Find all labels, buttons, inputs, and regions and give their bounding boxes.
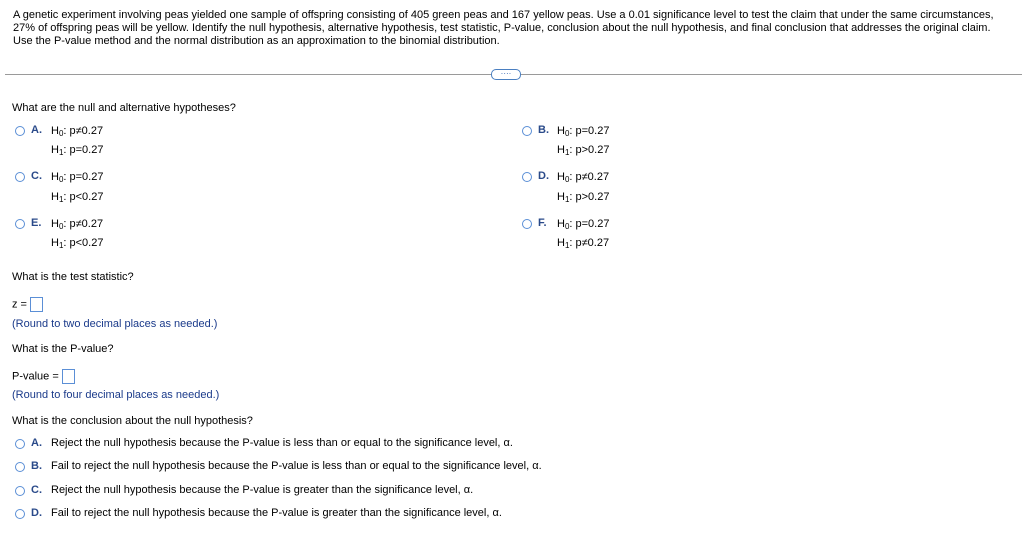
p-value-label: P-value =: [12, 370, 59, 383]
conclusion-option-b-radio[interactable]: [15, 462, 25, 472]
hypothesis-option-d-h1: $H_1$: p>0.27: [557, 191, 610, 204]
hypothesis-option-c-h0: $H_0$: p=0.27: [51, 171, 104, 184]
z-answer-input[interactable]: [30, 297, 43, 312]
conclusion-option-c-letter: C.: [31, 484, 42, 496]
conclusion-option-d-letter: D.: [31, 507, 42, 519]
test-statistic-question: What is the test statistic?: [12, 271, 134, 283]
hypothesis-option-f-letter: F.: [538, 217, 547, 229]
problem-statement: A genetic experiment involving peas yielded one sample of offspring consisting of 405 green peas and 167 yellow peas. Use a 0.01 significance level to test the claim that under the same circumstances, 27% of offspring peas will be yellow. Identify the null hypothesis, alternative hypothesis, test statistic, P-value, conclusion about the null hypothesis, and final conclusion that addresses the original claim. Use the P-value method and the normal distribution as an approximation to the binomial distribution.: [13, 9, 994, 47]
z-rounding-note: (Round to two decimal places as needed.): [12, 318, 218, 330]
hypothesis-option-a-h1: $H_1$: p=0.27: [51, 144, 104, 157]
hypothesis-option-f-h1: $H_1$: p≠0.27: [557, 237, 610, 250]
hypothesis-option-d-h0: $H_0$: p≠0.27: [557, 171, 610, 184]
hypothesis-option-a-radio[interactable]: [15, 126, 25, 136]
hypothesis-option-e-h0: $H_0$: p≠0.27: [51, 218, 104, 231]
hypothesis-option-c-letter: C.: [31, 170, 42, 182]
conclusion-option-c-radio[interactable]: [15, 486, 25, 496]
hypothesis-option-b-radio[interactable]: [522, 126, 532, 136]
conclusion-question: What is the conclusion about the null hypothesis?: [12, 415, 253, 427]
z-label: z =: [12, 298, 27, 311]
hypothesis-option-b-h0: $H_0$: p=0.27: [557, 125, 610, 138]
conclusion-option-a-radio[interactable]: [15, 439, 25, 449]
conclusion-option-d-text: Fail to reject the null hypothesis because the P-value is greater than the significance level, α.: [51, 507, 502, 519]
p-value-answer-input[interactable]: [62, 369, 75, 384]
hypothesis-option-c-radio[interactable]: [15, 172, 25, 182]
hypothesis-option-b-letter: B.: [538, 124, 549, 136]
p-value-rounding-note: (Round to four decimal places as needed.): [12, 389, 220, 401]
hypothesis-option-f-h0: $H_0$: p=0.27: [557, 218, 610, 231]
hypothesis-option-a-letter: A.: [31, 124, 42, 136]
hypothesis-option-a-h0: $H_0$: p≠0.27: [51, 125, 104, 138]
hypothesis-option-e-radio[interactable]: [15, 219, 25, 229]
hypothesis-option-d-radio[interactable]: [522, 172, 532, 182]
conclusion-option-a-letter: A.: [31, 437, 42, 449]
hypothesis-option-b-h1: $H_1$: p>0.27: [557, 144, 610, 157]
hypothesis-option-f-radio[interactable]: [522, 219, 532, 229]
p-value-row: [12, 369, 75, 384]
hypothesis-option-d-letter: D.: [538, 170, 549, 182]
test-statistic-row: [12, 297, 43, 312]
conclusion-option-d-radio[interactable]: [15, 509, 25, 519]
hypotheses-question: What are the null and alternative hypotheses?: [12, 102, 236, 114]
hypothesis-option-e-h1: $H_1$: p<0.27: [51, 237, 104, 250]
conclusion-option-a-text: Reject the null hypothesis because the P-value is less than or equal to the significance level, α.: [51, 437, 513, 449]
more-button[interactable]: ····: [491, 69, 521, 80]
p-value-question: What is the P-value?: [12, 343, 114, 355]
hypothesis-option-e-letter: E.: [31, 217, 42, 229]
conclusion-option-b-text: Fail to reject the null hypothesis because the P-value is less than or equal to the significance level, α.: [51, 460, 542, 472]
hypothesis-option-c-h1: $H_1$: p<0.27: [51, 191, 104, 204]
conclusion-option-c-text: Reject the null hypothesis because the P-value is greater than the significance level, α.: [51, 484, 474, 496]
conclusion-option-b-letter: B.: [31, 460, 42, 472]
